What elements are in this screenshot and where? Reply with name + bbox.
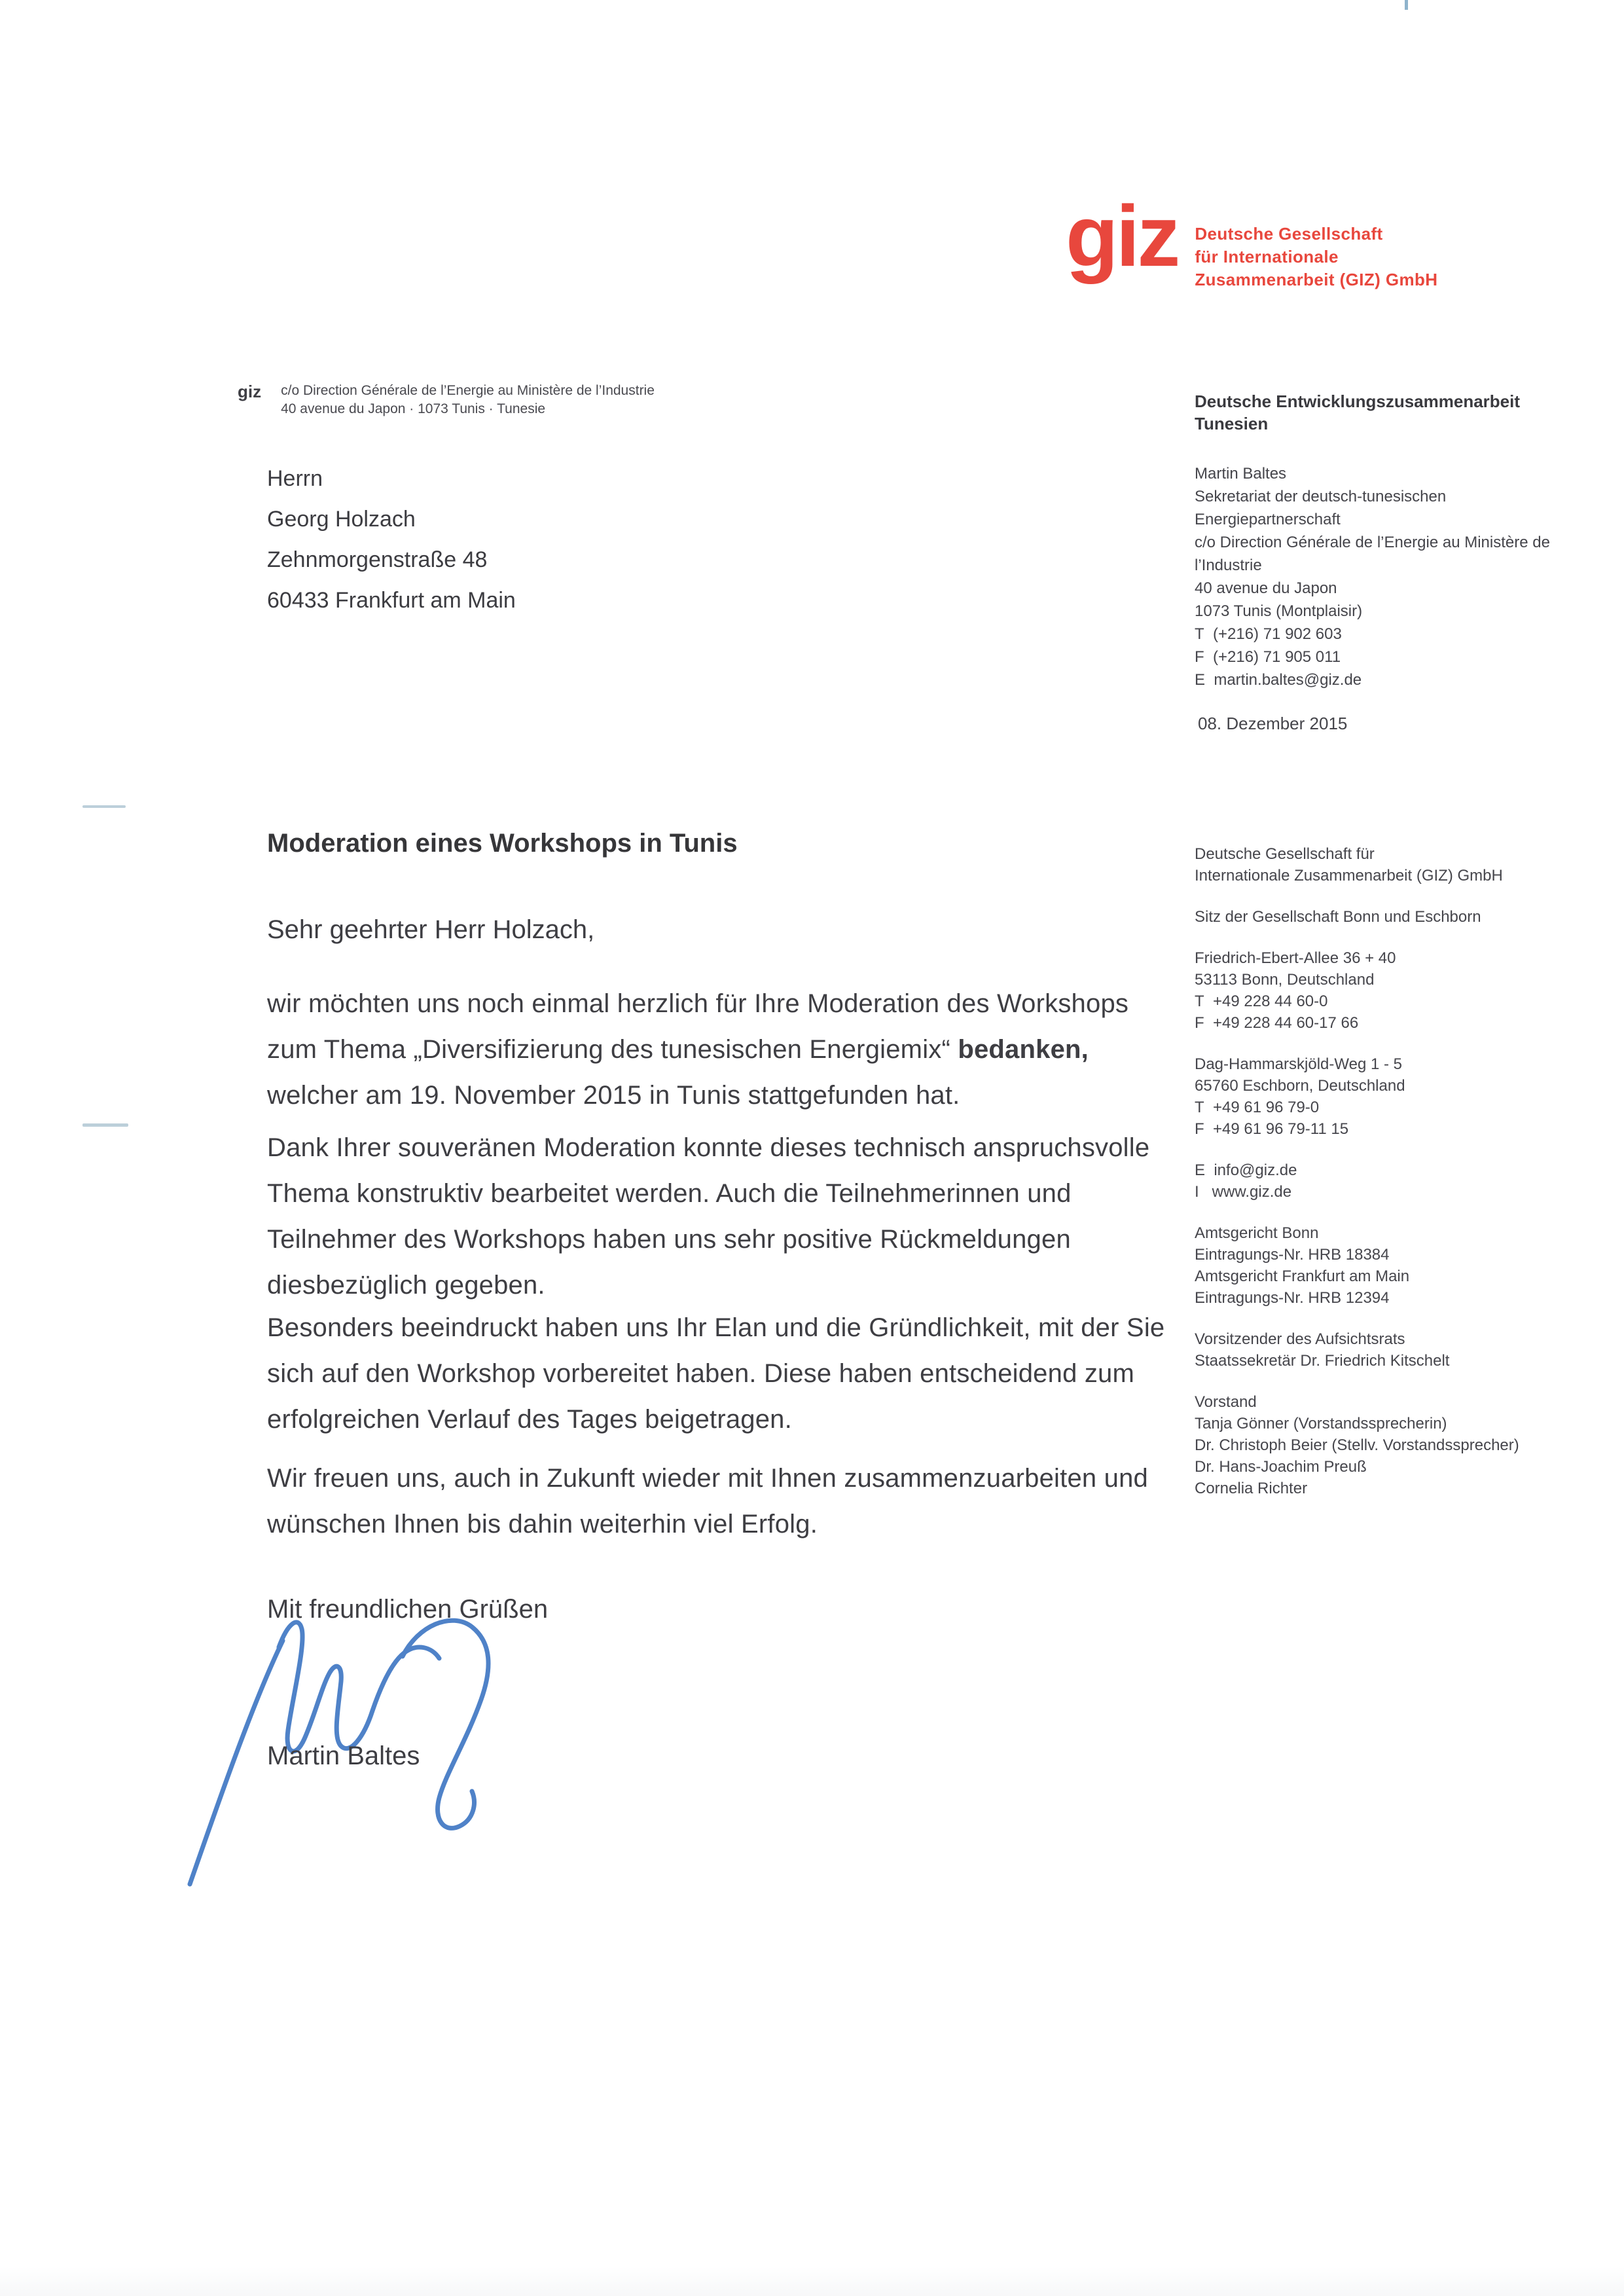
recipient-street: Zehnmorgenstraße 48: [267, 547, 488, 572]
signer-name: Martin Baltes: [267, 1741, 420, 1770]
contact-line: 40 avenue du Japon: [1195, 579, 1337, 597]
imprint-line: Staatssekretär Dr. Friedrich Kitschelt: [1195, 1352, 1450, 1370]
fold-mark-upper: [82, 805, 126, 808]
contact-line: 1073 Tunis (Montplaisir): [1195, 602, 1363, 620]
paragraph-3: [267, 1305, 1164, 1442]
paragraph-line: wünschen Ihnen bis dahin weiterhin viel Erfolg.: [267, 1510, 818, 1539]
paragraph-2: [267, 1125, 1149, 1308]
imprint-line: Dag-Hammarskjöld-Weg 1 - 5: [1195, 1055, 1402, 1073]
info-heading-line: Tunesien: [1195, 414, 1269, 433]
fold-mark-lower: [82, 1123, 128, 1127]
closing-phrase: Mit freundlichen Grüßen: [267, 1595, 549, 1624]
sender-address-line1: c/o Direction Générale de l’Energie au Ministère de l’Industrie: [281, 383, 655, 398]
paragraph-line: Teilnehmer des Workshops haben uns sehr positive Rückmeldungen: [267, 1225, 1071, 1254]
info-contact-block: [1195, 462, 1550, 691]
imprint-line: Internationale Zusammenarbeit (GIZ) GmbH: [1195, 867, 1503, 884]
paragraph-line: erfolgreichen Verlauf des Tages beigetragen.: [267, 1405, 792, 1434]
paragraph-text: zum Thema „Diversifizierung des tunesischen Energiemix“: [267, 1035, 958, 1064]
imprint-line: T +49 228 44 60-0: [1195, 993, 1328, 1010]
letter-date: 08. Dezember 2015: [1198, 714, 1348, 733]
logo-subtitle-line: für Internationale: [1195, 247, 1339, 266]
imprint-eschborn-block: [1195, 1053, 1519, 1140]
paragraph-line: [267, 1027, 1128, 1072]
contact-line: c/o Direction Générale de l’Energie au Ministère de: [1195, 534, 1550, 551]
imprint-website: I www.giz.de: [1195, 1183, 1292, 1201]
recipient-address: [267, 458, 516, 621]
sender-address-line2: 40 avenue du Japon · 1073 Tunis · Tunesie: [281, 401, 546, 416]
imprint-seat-block: [1195, 906, 1519, 928]
imprint-line: Cornelia Richter: [1195, 1480, 1308, 1497]
salutation: Sehr geehrter Herr Holzach,: [267, 915, 595, 944]
sender-giz-mark: giz: [238, 382, 262, 401]
imprint-line: Eintragungs-Nr. HRB 18384: [1195, 1246, 1390, 1264]
imprint-line: Vorstand: [1195, 1393, 1257, 1411]
imprint-web-block: [1195, 1159, 1519, 1203]
paragraph-line: Dank Ihrer souveränen Moderation konnte dieses technisch anspruchsvolle: [267, 1133, 1150, 1162]
paragraph-line: Wir freuen uns, auch in Zukunft wieder mit Ihnen zusammenzuarbeiten und: [267, 1464, 1148, 1493]
scan-mark-top: [1405, 0, 1408, 10]
paragraph-line: diesbezüglich gegeben.: [267, 1271, 545, 1300]
imprint-line: Deutsche Gesellschaft für: [1195, 845, 1375, 863]
paragraph-line: welcher am 19. November 2015 in Tunis stattgefunden hat.: [267, 1081, 960, 1110]
contact-fax: F (+216) 71 905 011: [1195, 648, 1341, 666]
contact-line: l’Industrie: [1195, 556, 1262, 574]
contact-line: Sekretariat der deutsch-tunesischen: [1195, 488, 1447, 505]
imprint-line: Friedrich-Ebert-Allee 36 + 40: [1195, 949, 1396, 967]
sender-return-line: [238, 382, 655, 418]
imprint-line: T +49 61 96 79-0: [1195, 1099, 1320, 1116]
imprint-line: 53113 Bonn, Deutschland: [1195, 971, 1375, 989]
paragraph-bold-text: bedanken,: [958, 1035, 1089, 1064]
imprint-line: 65760 Eschborn, Deutschland: [1195, 1077, 1405, 1095]
imprint-line: Dr. Christoph Beier (Stellv. Vorstandssprecher): [1195, 1436, 1519, 1454]
signature-image: [164, 1590, 583, 1891]
imprint-email: E info@giz.de: [1195, 1161, 1297, 1179]
subject-line: Moderation eines Workshops in Tunis: [267, 829, 738, 858]
paragraph-line: Thema konstruktiv bearbeitet werden. Auch die Teilnehmerinnen und: [267, 1179, 1072, 1208]
imprint-line: F +49 61 96 79-11 15: [1195, 1120, 1349, 1138]
recipient-city: 60433 Frankfurt am Main: [267, 588, 516, 613]
giz-logo-wordmark: giz: [1066, 188, 1178, 284]
info-column-heading: [1195, 390, 1520, 435]
imprint-line: F +49 228 44 60-17 66: [1195, 1014, 1359, 1032]
imprint-line: Amtsgericht Bonn: [1195, 1224, 1319, 1242]
imprint-bonn-block: [1195, 947, 1519, 1034]
imprint-register-block: [1195, 1222, 1519, 1309]
paragraph-4: [267, 1455, 1148, 1547]
scan-edge-bottom: [0, 2267, 1624, 2296]
imprint-company-block: [1195, 843, 1519, 886]
imprint-line: Amtsgericht Frankfurt am Main: [1195, 1267, 1410, 1285]
paragraph-line: sich auf den Workshop vorbereitet haben. Diese haben entscheidend zum: [267, 1359, 1134, 1388]
info-heading-line: Deutsche Entwicklungszusammenarbeit: [1195, 392, 1521, 411]
logo-subtitle-line: Deutsche Gesellschaft: [1195, 224, 1383, 244]
imprint-board-block: [1195, 1391, 1519, 1499]
logo-subtitle-line: Zusammenarbeit (GIZ) GmbH: [1195, 270, 1438, 289]
contact-email: E martin.baltes@giz.de: [1195, 671, 1362, 689]
contact-line: Energiepartnerschaft: [1195, 511, 1341, 528]
recipient-name: Georg Holzach: [267, 507, 416, 532]
paragraph-line: wir möchten uns noch einmal herzlich für Ihre Moderation des Workshops: [267, 989, 1129, 1018]
paragraph-1: [267, 981, 1128, 1118]
imprint-line: Dr. Hans-Joachim Preuß: [1195, 1458, 1367, 1476]
imprint-chairman-block: [1195, 1328, 1519, 1372]
imprint-column: [1195, 843, 1519, 1519]
imprint-line: Vorsitzender des Aufsichtsrats: [1195, 1330, 1405, 1348]
contact-person: Martin Baltes: [1195, 465, 1287, 483]
paragraph-line: Besonders beeindruckt haben uns Ihr Elan und die Gründlichkeit, mit der Sie: [267, 1313, 1165, 1342]
imprint-line: Sitz der Gesellschaft Bonn und Eschborn: [1195, 908, 1481, 926]
recipient-salutation: Herrn: [267, 466, 323, 491]
giz-logo-subtitle: [1195, 223, 1437, 291]
contact-phone: T (+216) 71 902 603: [1195, 625, 1342, 643]
signature-stroke-flourish: [403, 1620, 488, 1828]
imprint-line: Tanja Gönner (Vorstandssprecherin): [1195, 1415, 1447, 1432]
giz-logo: [1066, 188, 1438, 291]
imprint-line: Eintragungs-Nr. HRB 12394: [1195, 1289, 1390, 1307]
